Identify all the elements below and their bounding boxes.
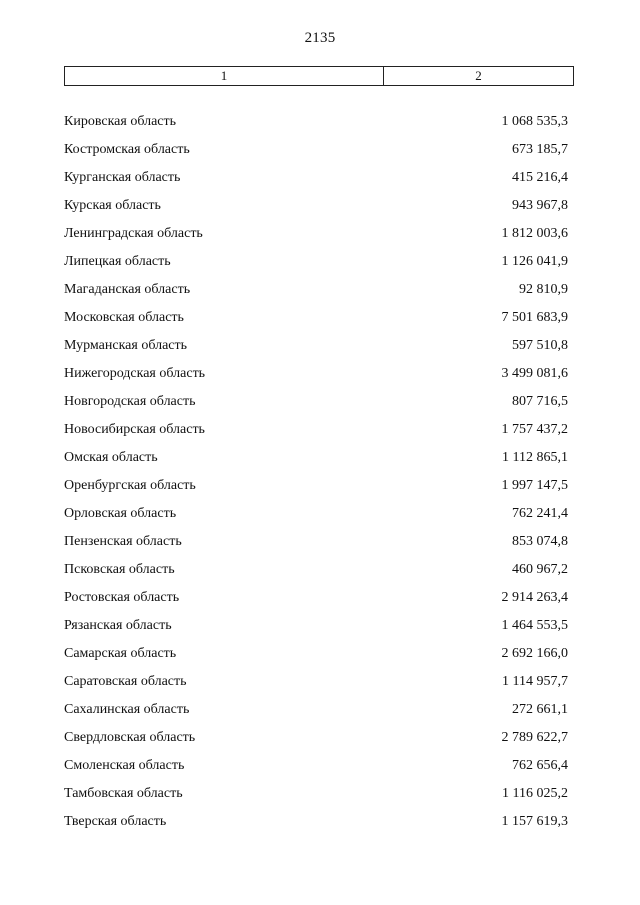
region-value: 2 914 263,4 bbox=[501, 590, 568, 605]
table-row bbox=[64, 528, 568, 556]
region-name: Нижегородская область bbox=[64, 366, 206, 381]
region-name: Орловская область bbox=[64, 506, 177, 521]
region-value: 1 114 957,7 bbox=[502, 674, 568, 689]
region-name: Костромская область bbox=[64, 142, 190, 157]
table-row bbox=[64, 780, 568, 808]
region-value: 1 116 025,2 bbox=[502, 786, 568, 801]
region-name: Ростовская область bbox=[64, 590, 180, 605]
region-value: 2 692 166,0 bbox=[501, 646, 568, 661]
column-header-1: 1 bbox=[65, 67, 384, 86]
table-row bbox=[64, 472, 568, 500]
table-row bbox=[64, 164, 568, 192]
column-header-table bbox=[64, 66, 574, 86]
region-name: Тамбовская область bbox=[64, 786, 183, 801]
table-row bbox=[64, 500, 568, 528]
region-value: 762 241,4 bbox=[512, 506, 568, 521]
table-row bbox=[64, 668, 568, 696]
table-row bbox=[64, 360, 568, 388]
region-name: Самарская область bbox=[64, 646, 177, 661]
region-name: Курганская область bbox=[64, 170, 181, 185]
table-row bbox=[64, 276, 568, 304]
region-value: 3 499 081,6 bbox=[501, 366, 568, 381]
region-name: Новгородская область bbox=[64, 394, 196, 409]
region-name: Курская область bbox=[64, 198, 161, 213]
page-number: 2135 bbox=[304, 30, 336, 46]
table-row bbox=[64, 612, 568, 640]
region-name: Омская область bbox=[64, 450, 158, 465]
region-value: 853 074,8 bbox=[512, 534, 568, 549]
table-row bbox=[64, 808, 568, 836]
region-name: Ленинградская область bbox=[64, 226, 203, 241]
region-name: Мурманская область bbox=[64, 338, 188, 353]
region-name: Магаданская область bbox=[64, 282, 191, 297]
region-value: 460 967,2 bbox=[512, 562, 568, 577]
region-value: 807 716,5 bbox=[512, 394, 568, 409]
table-row bbox=[64, 640, 568, 668]
region-name: Сахалинская область bbox=[64, 702, 190, 717]
table-row bbox=[64, 556, 568, 584]
table-row bbox=[64, 192, 568, 220]
table-row bbox=[64, 332, 568, 360]
column-header-row bbox=[65, 67, 574, 86]
region-name: Кировская область bbox=[64, 114, 177, 129]
region-value: 1 757 437,2 bbox=[501, 422, 568, 437]
region-value: 1 464 553,5 bbox=[501, 618, 568, 633]
region-value: 1 112 865,1 bbox=[502, 450, 568, 465]
region-name: Рязанская область bbox=[64, 618, 172, 633]
region-name: Новосибирская область bbox=[64, 422, 205, 437]
table-row bbox=[64, 108, 568, 136]
region-name: Смоленская область bbox=[64, 758, 185, 773]
region-value: 1 126 041,9 bbox=[501, 254, 568, 269]
table-row bbox=[64, 752, 568, 780]
column-header-2: 2 bbox=[384, 67, 574, 86]
region-value: 415 216,4 bbox=[512, 170, 568, 185]
region-name: Оренбургская область bbox=[64, 478, 196, 493]
region-name: Московская область bbox=[64, 310, 184, 325]
table-row bbox=[64, 416, 568, 444]
table-row bbox=[64, 304, 568, 332]
region-value: 943 967,8 bbox=[512, 198, 568, 213]
table-row bbox=[64, 220, 568, 248]
region-name: Псковская область bbox=[64, 562, 175, 577]
table-row bbox=[64, 724, 568, 752]
region-value: 597 510,8 bbox=[512, 338, 568, 353]
region-value: 1 812 003,6 bbox=[501, 226, 568, 241]
table-row bbox=[64, 444, 568, 472]
region-value: 673 185,7 bbox=[512, 142, 568, 157]
region-value: 1 997 147,5 bbox=[501, 478, 568, 493]
region-table-body bbox=[64, 108, 568, 836]
region-name: Саратовская область bbox=[64, 674, 187, 689]
table-row bbox=[64, 136, 568, 164]
region-value: 762 656,4 bbox=[512, 758, 568, 773]
region-value: 2 789 622,7 bbox=[501, 730, 568, 745]
region-name: Липецкая область bbox=[64, 254, 171, 269]
region-value: 1 157 619,3 bbox=[501, 814, 568, 829]
region-value: 7 501 683,9 bbox=[501, 310, 568, 325]
table-row bbox=[64, 584, 568, 612]
region-value: 92 810,9 bbox=[519, 282, 568, 297]
region-name: Тверская область bbox=[64, 814, 167, 829]
region-name: Свердловская область bbox=[64, 730, 196, 745]
region-name: Пензенская область bbox=[64, 534, 182, 549]
region-value: 272 661,1 bbox=[512, 702, 568, 717]
table-row bbox=[64, 248, 568, 276]
region-value: 1 068 535,3 bbox=[501, 114, 568, 129]
table-row bbox=[64, 388, 568, 416]
table-row bbox=[64, 696, 568, 724]
